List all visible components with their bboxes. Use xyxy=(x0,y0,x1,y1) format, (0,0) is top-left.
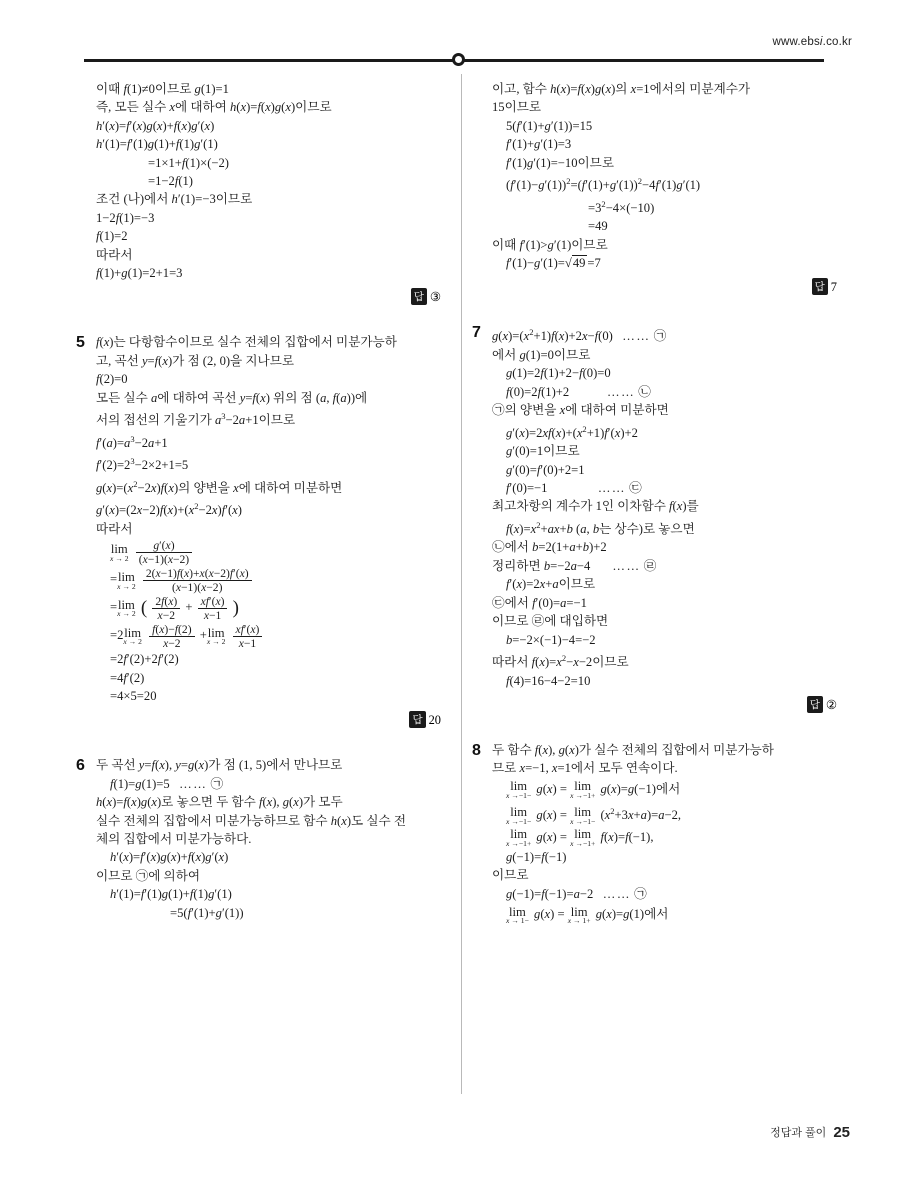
solution-line: 이고, 함수 h(x)=f(x)g(x)의 x=1에서의 미분계수가 xyxy=(492,82,751,96)
solution-line: $g'(x)=(2x-2)f(x)+(x^2-2x)f'(x)$ xyxy=(96,501,242,518)
solution-line: 따라서 xyxy=(96,247,133,262)
solution-line: $(f'(1)-g'(1))^2=(f'(1)+g'(1))^2-4f'(1)g'(1)$ xyxy=(506,176,701,193)
limit-operator: lim x →−1+ xyxy=(570,779,596,800)
solution-line: 실수 전체의 집합에서 미분가능하므로 함수 h(x)도 실수 전 xyxy=(96,813,406,828)
fraction: $\frac{g'(x)}{(x-1)(x-2)}$ xyxy=(136,539,192,567)
solution-line: 이므로 xyxy=(492,868,529,883)
problem-4-continuation xyxy=(96,80,441,305)
solution-line: =4×5=20 xyxy=(110,689,157,704)
answer-badge: 답 xyxy=(411,288,427,305)
fraction: $\frac{xf'(x)}{x-1}$ xyxy=(233,623,263,651)
solution-line: 이므로 ㉠에 의하여 xyxy=(96,868,201,883)
solution-line: $g(x)=(x^2+1)f(x)+2x-f(0)$ …… ㉠ xyxy=(492,327,667,344)
solution-line: lim x →−1− g(x) = lim x →−1− $(x^2+3x+a)=a-2$, xyxy=(506,805,682,827)
problem-number: 7 xyxy=(472,324,481,342)
limit-operator: lim x → 2 xyxy=(117,597,136,619)
problem-number: 6 xyxy=(76,757,85,775)
answer-value: 7 xyxy=(830,280,837,295)
problem-8 xyxy=(472,741,837,926)
solution-line: =2f′(2)+2f′(2) xyxy=(110,652,179,667)
solution-line: $f(x)=x^2+ax+b$ (a, b는 상수)로 놓으면 xyxy=(506,519,695,537)
solution-line: f′(1)−g′(1)=√49 =7 xyxy=(506,256,601,271)
solution-line: 따라서 $f(x)=x^2-x-2$이므로 xyxy=(492,652,629,670)
answer-line xyxy=(492,278,837,295)
solution-line: h′(1)=f′(1)g(1)+f(1)g′(1) xyxy=(110,887,232,902)
solution-line: h′(x)=f′(x)g(x)+f(x)g′(x) xyxy=(96,118,215,133)
solution-line: f(4)=16−4−2=10 xyxy=(506,673,591,688)
limit-operator: lim x → 2 xyxy=(206,625,226,647)
solution-line: 므로 x=−1, x=1에서 모두 연속이다. xyxy=(492,761,678,776)
solution-line: 이므로 ㉣에 대입하면 xyxy=(492,614,609,629)
solution-line xyxy=(96,538,441,566)
solution-line: $g'(x)=2xf(x)+(x^2+1)f'(x)+2$ xyxy=(506,423,638,440)
problem-7 xyxy=(472,323,837,712)
answer-value: ② xyxy=(825,697,837,712)
solution-line: =49 xyxy=(588,219,608,234)
solution-line: g(−1)=f(−1) xyxy=(506,849,567,864)
solution-line: 5(f′(1)+g′(1))=15 xyxy=(506,118,593,133)
problem-6-continuation xyxy=(492,80,837,295)
solution-line: =4f′(2) xyxy=(110,670,145,685)
solution-line: $=3^2-4\times(-10)$ xyxy=(588,198,655,215)
answer-badge: 답 xyxy=(807,696,823,713)
solution-line: f(1)=2 xyxy=(96,229,128,244)
limit-operator: lim x → 1+ xyxy=(567,904,591,926)
limit-operator: lim x →−1+ xyxy=(506,827,532,849)
solution-line: 정리하면 b=−2a−4 …… ㉣ xyxy=(492,558,657,573)
fraction: $\frac{2f(x)}{x-2}$ xyxy=(152,595,180,623)
header-url-italic: i xyxy=(819,36,823,48)
header-url-main: www.ebs xyxy=(772,36,820,48)
solution-line: 조건 (나)에서 h′(1)=−3이므로 xyxy=(96,192,253,207)
solution-line: 1−2f(1)=−3 xyxy=(96,210,155,225)
solution-line: g′(0)=1이므로 xyxy=(506,444,580,459)
problem-5 xyxy=(76,333,441,728)
column-divider xyxy=(461,74,462,1094)
solution-line: h′(x)=f′(x)g(x)+f(x)g′(x) xyxy=(110,850,229,865)
solution-line: 두 곡선 y=f(x), y=g(x)가 점 (1, 5)에서 만나므로 xyxy=(96,758,343,773)
solution-line: f(x)는 다항함수이므로 실수 전체의 집합에서 미분가능하 xyxy=(96,335,397,350)
footer-label: 정답과 풀이 xyxy=(770,1127,827,1139)
limit-operator: lim x →−1+ xyxy=(570,827,596,849)
solution-line: f(0)=2f(1)+2 …… ㉡ xyxy=(506,384,651,399)
fraction: $\frac{f(x)-f(2)}{x-2}$ xyxy=(149,623,194,651)
limit-operator: lim x → 1− xyxy=(506,904,529,926)
solution-line: 따라서 xyxy=(96,522,133,537)
solution-line: h(x)=f(x)g(x)로 놓으면 두 함수 f(x), g(x)가 모두 xyxy=(96,795,343,810)
solution-line: 두 함수 f(x), g(x)가 실수 전체의 집합에서 미분가능하 xyxy=(492,742,774,757)
fraction: $\frac{2(x-1)f(x)+x(x-2)f'(x)}{(x-1)(x-2)}$ xyxy=(143,567,252,595)
answer-value: 20 xyxy=(428,713,441,728)
solution-line: 즉, 모든 실수 x에 대하여 h(x)=f(x)g(x)이므로 xyxy=(96,100,332,115)
solution-line: f(1)=g(1)=5 …… ㉠ xyxy=(110,776,224,791)
page-footer xyxy=(770,1124,850,1141)
answer-value: ③ xyxy=(429,290,441,305)
limit-operator: lim x → 2 xyxy=(117,569,136,591)
solution-line: =1×1+f(1)×(−2) xyxy=(148,155,229,170)
solution-line: 모든 실수 a에 대하여 곡선 y=f(x) 위의 점 (a, f(a))에 xyxy=(96,390,368,405)
header-rule-dot xyxy=(452,53,465,66)
header-website-url xyxy=(772,36,852,48)
solution-line: $f'(2)=2^3-2\times 2+1=5$ xyxy=(96,456,189,473)
left-column xyxy=(76,80,441,924)
answer-line xyxy=(96,711,441,728)
solution-line: f′(1)g′(1)=−10이므로 xyxy=(506,155,614,170)
solution-line: f′(x)=2x+a이므로 xyxy=(506,577,596,592)
solution-line: $f'(a)=a^3-2a+1$ xyxy=(96,433,168,450)
fraction: $\frac{xf'(x)}{x-1}$ xyxy=(198,595,228,623)
solution-line: =lim x → 2 $\frac{2(x-1)f(x)+x(x-2)f'(x)}{(x-1)(x-2)}$ xyxy=(96,566,441,594)
solution-line: 고, 곡선 y=f(x)가 점 (2, 0)을 지나므로 xyxy=(96,353,295,368)
solution-line: 이때 f′(1)>g′(1)이므로 xyxy=(492,237,608,252)
solution-line: ㉡에서 b=2(1+a+b)+2 xyxy=(492,540,607,555)
limit-operator: lim x →−1− xyxy=(506,779,532,800)
solution-line: g(1)=2f(1)+2−f(0)=0 xyxy=(506,366,611,381)
solution-line: 최고차항의 계수가 1인 이차함수 f(x)를 xyxy=(492,499,699,514)
solution-line: f(1)+g(1)=2+1=3 xyxy=(96,266,183,281)
solution-line: h′(1)=f′(1)g(1)+f(1)g′(1) xyxy=(96,137,218,152)
solution-line: g(−1)=f(−1)=a−2 …… ㉠ xyxy=(506,886,647,901)
right-column xyxy=(472,80,837,927)
solution-line: =lim x → 2 ( $\frac{2f(x)}{x-2}$ + $\frac{xf'(x)}{x-1}$ ) xyxy=(110,594,239,622)
limit-operator: lim x → 2 xyxy=(123,625,142,647)
solution-line: f′(0)=−1 …… ㉢ xyxy=(506,481,642,496)
limit-operator: lim x → 2 xyxy=(110,541,129,563)
answer-badge: 답 xyxy=(812,278,828,295)
solution-line: =1−2f(1) xyxy=(148,174,193,189)
limit-operator: lim x →−1− xyxy=(506,805,532,827)
solution-line: b=−2×(−1)−4=−2 xyxy=(506,632,596,647)
header-url-tail: .co.kr xyxy=(822,36,852,48)
answer-line xyxy=(96,288,441,305)
problem-6 xyxy=(76,756,441,922)
solution-line: $g(x)=(x^2-2x)f(x)$의 양변을 x에 대하여 미분하면 xyxy=(96,478,343,496)
solution-line: =5(f′(1)+g′(1)) xyxy=(170,905,244,920)
solution-line: f′(1)+g′(1)=3 xyxy=(506,137,572,152)
problem-number: 8 xyxy=(472,741,481,759)
solution-line: 서의 접선의 기울기가 $a^3-2a+1$이므로 xyxy=(96,411,296,428)
limit-operator: lim x →−1− xyxy=(570,805,596,827)
solution-line: ㉢에서 f′(0)=a=−1 xyxy=(492,595,587,610)
solution-line: 에서 g(1)=0이므로 xyxy=(492,348,591,363)
solution-line: =2lim x → 2 $\frac{f(x)-f(2)}{x-2}$ +lim x → 2 $\frac{xf'(x)}{x-1}$ xyxy=(96,622,441,650)
page-number: 25 xyxy=(833,1124,850,1141)
solution-line: 체의 집합에서 미분가능하다. xyxy=(96,832,252,847)
solution-line: lim x →−1+ g(x) = lim x →−1+ f(x)=f(−1), xyxy=(506,827,654,849)
solution-line: f(2)=0 xyxy=(96,372,128,387)
solution-line: ㉠의 양변을 x에 대하여 미분하면 xyxy=(492,403,669,418)
solution-line: 15이므로 xyxy=(492,100,542,115)
solution-line: lim x → 1− g(x) = lim x → 1+ g(x)=g(1)에서 xyxy=(506,904,669,926)
problem-number: 5 xyxy=(76,334,85,352)
answer-line xyxy=(492,696,837,713)
solution-line: g′(0)=f′(0)+2=1 xyxy=(506,462,585,477)
solution-line: lim x →−1− g(x) = lim x →−1+ g(x)=g(−1)에서 xyxy=(506,779,681,800)
answer-badge: 답 xyxy=(409,711,425,728)
solution-line: 이때 f(1)≠0이므로 g(1)=1 xyxy=(96,82,229,96)
